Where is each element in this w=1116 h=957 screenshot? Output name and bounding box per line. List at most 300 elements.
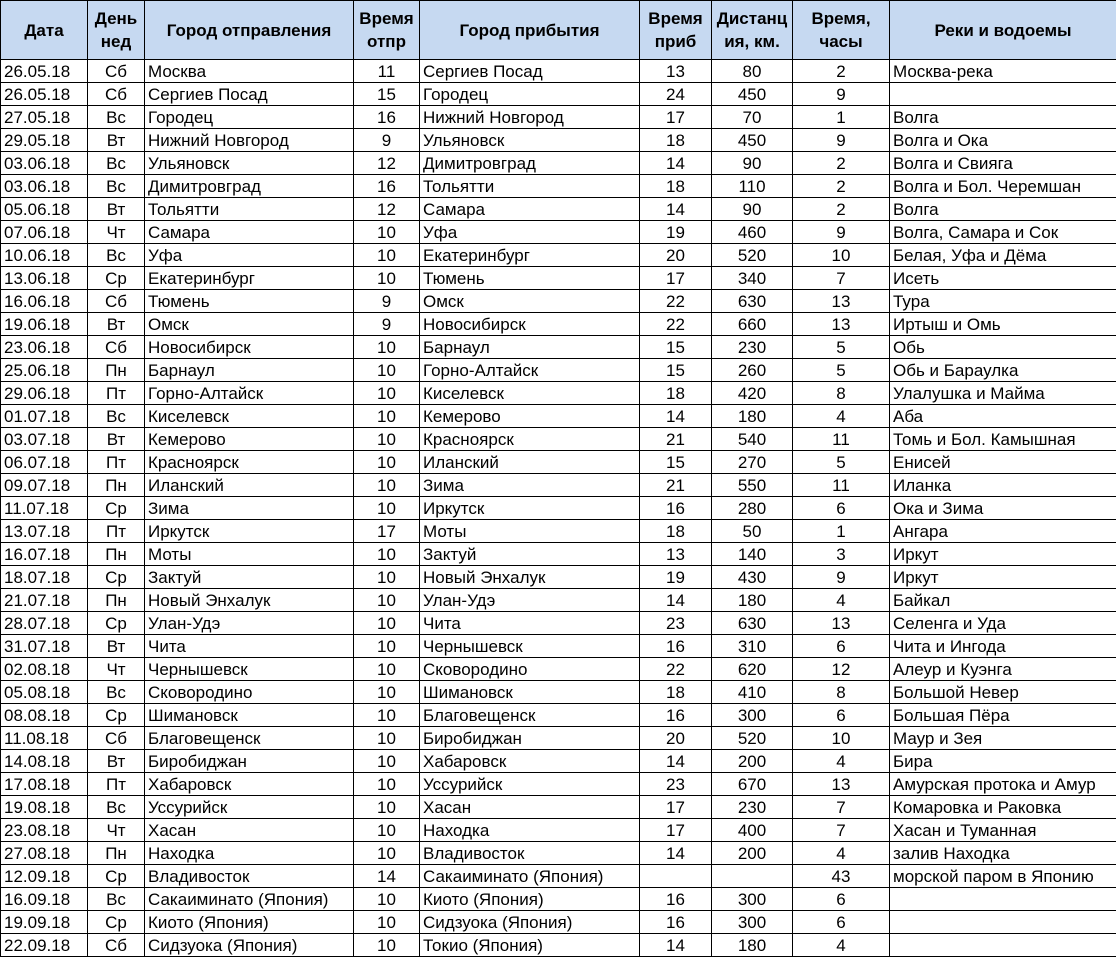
- arrival-city-cell: Сергиев Посад: [420, 60, 640, 83]
- departure-city-cell: Самара: [145, 221, 354, 244]
- header-date: Дата: [1, 1, 88, 60]
- weekday-cell: Вс: [88, 106, 145, 129]
- date-cell: 18.07.18: [1, 566, 88, 589]
- distance-cell: 420: [712, 382, 793, 405]
- weekday-cell: Ср: [88, 497, 145, 520]
- departure-time-cell: 9: [354, 313, 420, 336]
- weekday-cell: Чт: [88, 819, 145, 842]
- departure-city-cell: Иланский: [145, 474, 354, 497]
- arrival-time-cell: 15: [640, 336, 712, 359]
- table-row: [1, 888, 1116, 911]
- departure-time-cell: 10: [354, 336, 420, 359]
- departure-city-cell: Хабаровск: [145, 773, 354, 796]
- table-row: [1, 474, 1116, 497]
- date-cell: 08.08.18: [1, 704, 88, 727]
- departure-time-cell: 11: [354, 60, 420, 83]
- departure-city-cell: Барнаул: [145, 359, 354, 382]
- arrival-time-cell: 17: [640, 267, 712, 290]
- departure-city-cell: Сидзуока (Япония): [145, 934, 354, 957]
- arrival-city-cell: Омск: [420, 290, 640, 313]
- distance-cell: 300: [712, 704, 793, 727]
- rivers-cell: Амурская протока и Амур: [890, 773, 1116, 796]
- departure-time-cell: 14: [354, 865, 420, 888]
- distance-cell: 270: [712, 451, 793, 474]
- rivers-cell: Бира: [890, 750, 1116, 773]
- arrival-city-cell: Тольятти: [420, 175, 640, 198]
- distance-cell: 180: [712, 589, 793, 612]
- arrival-time-cell: 18: [640, 129, 712, 152]
- arrival-city-cell: Токио (Япония): [420, 934, 640, 957]
- arrival-time-cell: 21: [640, 474, 712, 497]
- departure-time-cell: 10: [354, 612, 420, 635]
- departure-time-cell: 12: [354, 152, 420, 175]
- rivers-cell: Селенга и Уда: [890, 612, 1116, 635]
- arrival-city-cell: Красноярск: [420, 428, 640, 451]
- departure-time-cell: 10: [354, 451, 420, 474]
- arrival-time-cell: 14: [640, 152, 712, 175]
- arrival-city-cell: Биробиджан: [420, 727, 640, 750]
- rivers-cell: Енисей: [890, 451, 1116, 474]
- duration-cell: 13: [793, 773, 890, 796]
- departure-time-cell: 10: [354, 359, 420, 382]
- duration-cell: 1: [793, 520, 890, 543]
- weekday-cell: Пн: [88, 589, 145, 612]
- departure-city-cell: Зактуй: [145, 566, 354, 589]
- departure-time-cell: 15: [354, 83, 420, 106]
- table-row: [1, 727, 1116, 750]
- weekday-cell: Пн: [88, 474, 145, 497]
- weekday-cell: Ср: [88, 267, 145, 290]
- arrival-city-cell: Самара: [420, 198, 640, 221]
- weekday-cell: Сб: [88, 727, 145, 750]
- duration-cell: 6: [793, 911, 890, 934]
- rivers-cell: Волга и Свияга: [890, 152, 1116, 175]
- departure-city-cell: Улан-Удэ: [145, 612, 354, 635]
- duration-cell: 2: [793, 60, 890, 83]
- distance-cell: 300: [712, 911, 793, 934]
- distance-cell: 630: [712, 290, 793, 313]
- table-row: [1, 497, 1116, 520]
- arrival-city-cell: Кемерово: [420, 405, 640, 428]
- rivers-cell: Волга и Ока: [890, 129, 1116, 152]
- header-departure-city: Город отправления: [145, 1, 354, 60]
- date-cell: 05.06.18: [1, 198, 88, 221]
- header-arrival-time: Время приб: [640, 1, 712, 60]
- date-cell: 14.08.18: [1, 750, 88, 773]
- rivers-cell: Иркут: [890, 543, 1116, 566]
- duration-cell: 11: [793, 428, 890, 451]
- rivers-cell: Чита и Ингода: [890, 635, 1116, 658]
- weekday-cell: Вт: [88, 198, 145, 221]
- arrival-city-cell: Тюмень: [420, 267, 640, 290]
- departure-city-cell: Находка: [145, 842, 354, 865]
- departure-time-cell: 16: [354, 106, 420, 129]
- date-cell: 11.08.18: [1, 727, 88, 750]
- duration-cell: 8: [793, 382, 890, 405]
- arrival-city-cell: Новосибирск: [420, 313, 640, 336]
- arrival-city-cell: Улан-Удэ: [420, 589, 640, 612]
- duration-cell: 4: [793, 842, 890, 865]
- departure-city-cell: Москва: [145, 60, 354, 83]
- arrival-time-cell: 18: [640, 520, 712, 543]
- arrival-time-cell: 17: [640, 796, 712, 819]
- date-cell: 23.08.18: [1, 819, 88, 842]
- table-row: [1, 796, 1116, 819]
- date-cell: 21.07.18: [1, 589, 88, 612]
- distance-cell: 110: [712, 175, 793, 198]
- weekday-cell: Пт: [88, 382, 145, 405]
- date-cell: 22.09.18: [1, 934, 88, 957]
- departure-city-cell: Тюмень: [145, 290, 354, 313]
- weekday-cell: Пн: [88, 543, 145, 566]
- weekday-cell: Ср: [88, 612, 145, 635]
- table-row: [1, 819, 1116, 842]
- departure-city-cell: Новый Энхалук: [145, 589, 354, 612]
- arrival-time-cell: 16: [640, 911, 712, 934]
- departure-time-cell: 10: [354, 635, 420, 658]
- distance-cell: 400: [712, 819, 793, 842]
- arrival-time-cell: 24: [640, 83, 712, 106]
- table-row: [1, 842, 1116, 865]
- date-cell: 29.06.18: [1, 382, 88, 405]
- arrival-time-cell: 16: [640, 497, 712, 520]
- distance-cell: 200: [712, 842, 793, 865]
- date-cell: 01.07.18: [1, 405, 88, 428]
- arrival-city-cell: Барнаул: [420, 336, 640, 359]
- departure-time-cell: 16: [354, 175, 420, 198]
- departure-time-cell: 10: [354, 428, 420, 451]
- rivers-cell: Тура: [890, 290, 1116, 313]
- distance-cell: 450: [712, 129, 793, 152]
- date-cell: 03.07.18: [1, 428, 88, 451]
- departure-time-cell: 12: [354, 198, 420, 221]
- distance-cell: 630: [712, 612, 793, 635]
- table-row: [1, 221, 1116, 244]
- arrival-time-cell: 18: [640, 175, 712, 198]
- arrival-city-cell: Зактуй: [420, 543, 640, 566]
- duration-cell: 10: [793, 727, 890, 750]
- weekday-cell: Пн: [88, 842, 145, 865]
- header-rivers: Реки и водоемы: [890, 1, 1116, 60]
- date-cell: 09.07.18: [1, 474, 88, 497]
- arrival-time-cell: 20: [640, 244, 712, 267]
- arrival-time-cell: 20: [640, 727, 712, 750]
- arrival-city-cell: Уссурийск: [420, 773, 640, 796]
- weekday-cell: Вс: [88, 175, 145, 198]
- rivers-cell: Большая Пёра: [890, 704, 1116, 727]
- distance-cell: 620: [712, 658, 793, 681]
- arrival-city-cell: Сакаиминато (Япония): [420, 865, 640, 888]
- duration-cell: 10: [793, 244, 890, 267]
- departure-city-cell: Благовещенск: [145, 727, 354, 750]
- arrival-city-cell: Чернышевск: [420, 635, 640, 658]
- table-row: [1, 750, 1116, 773]
- arrival-time-cell: 18: [640, 382, 712, 405]
- weekday-cell: Вс: [88, 405, 145, 428]
- table-row: [1, 773, 1116, 796]
- duration-cell: 4: [793, 750, 890, 773]
- distance-cell: 230: [712, 336, 793, 359]
- distance-cell: 300: [712, 888, 793, 911]
- date-cell: 17.08.18: [1, 773, 88, 796]
- weekday-cell: Пн: [88, 359, 145, 382]
- table-row: [1, 313, 1116, 336]
- duration-cell: 7: [793, 796, 890, 819]
- duration-cell: 7: [793, 819, 890, 842]
- arrival-time-cell: 23: [640, 773, 712, 796]
- duration-cell: 5: [793, 336, 890, 359]
- date-cell: 19.08.18: [1, 796, 88, 819]
- departure-city-cell: Чернышевск: [145, 658, 354, 681]
- distance-cell: 200: [712, 750, 793, 773]
- distance-cell: 550: [712, 474, 793, 497]
- rivers-cell: Волга: [890, 106, 1116, 129]
- date-cell: 19.06.18: [1, 313, 88, 336]
- duration-cell: 13: [793, 290, 890, 313]
- rivers-cell: Иркут: [890, 566, 1116, 589]
- arrival-city-cell: Находка: [420, 819, 640, 842]
- departure-city-cell: Кемерово: [145, 428, 354, 451]
- rivers-cell: Томь и Бол. Камышная: [890, 428, 1116, 451]
- duration-cell: 4: [793, 589, 890, 612]
- duration-cell: 9: [793, 221, 890, 244]
- duration-cell: 43: [793, 865, 890, 888]
- date-cell: 31.07.18: [1, 635, 88, 658]
- arrival-city-cell: Димитровград: [420, 152, 640, 175]
- distance-cell: 460: [712, 221, 793, 244]
- departure-city-cell: Уфа: [145, 244, 354, 267]
- date-cell: 13.07.18: [1, 520, 88, 543]
- weekday-cell: Ср: [88, 865, 145, 888]
- duration-cell: 4: [793, 405, 890, 428]
- departure-time-cell: 10: [354, 934, 420, 957]
- rivers-cell: Обь и Бараулка: [890, 359, 1116, 382]
- arrival-city-cell: Екатеринбург: [420, 244, 640, 267]
- header-duration: Время, часы: [793, 1, 890, 60]
- departure-city-cell: Уссурийск: [145, 796, 354, 819]
- arrival-time-cell: 14: [640, 750, 712, 773]
- table-row: [1, 543, 1116, 566]
- rivers-cell: Аба: [890, 405, 1116, 428]
- distance-cell: 520: [712, 244, 793, 267]
- arrival-city-cell: Горно-Алтайск: [420, 359, 640, 382]
- duration-cell: 2: [793, 198, 890, 221]
- arrival-time-cell: 13: [640, 543, 712, 566]
- table-row: [1, 152, 1116, 175]
- departure-time-cell: 10: [354, 566, 420, 589]
- distance-cell: 450: [712, 83, 793, 106]
- weekday-cell: Вт: [88, 129, 145, 152]
- duration-cell: 13: [793, 313, 890, 336]
- departure-time-cell: 9: [354, 129, 420, 152]
- date-cell: 26.05.18: [1, 83, 88, 106]
- departure-city-cell: Екатеринбург: [145, 267, 354, 290]
- rivers-cell: Комаровка и Раковка: [890, 796, 1116, 819]
- arrival-city-cell: Уфа: [420, 221, 640, 244]
- arrival-time-cell: 17: [640, 819, 712, 842]
- arrival-city-cell: Городец: [420, 83, 640, 106]
- date-cell: 16.07.18: [1, 543, 88, 566]
- duration-cell: 1: [793, 106, 890, 129]
- distance-cell: 180: [712, 405, 793, 428]
- arrival-city-cell: Хабаровск: [420, 750, 640, 773]
- rivers-cell: Хасан и Туманная: [890, 819, 1116, 842]
- departure-time-cell: 10: [354, 704, 420, 727]
- header-arrival-city: Город прибытия: [420, 1, 640, 60]
- arrival-city-cell: Сидзуока (Япония): [420, 911, 640, 934]
- weekday-cell: Вт: [88, 428, 145, 451]
- departure-city-cell: Красноярск: [145, 451, 354, 474]
- departure-time-cell: 10: [354, 773, 420, 796]
- arrival-city-cell: Сковородино: [420, 658, 640, 681]
- departure-time-cell: 10: [354, 911, 420, 934]
- arrival-time-cell: 13: [640, 60, 712, 83]
- distance-cell: 540: [712, 428, 793, 451]
- rivers-cell: Маур и Зея: [890, 727, 1116, 750]
- weekday-cell: Ср: [88, 704, 145, 727]
- table-row: [1, 106, 1116, 129]
- departure-time-cell: 10: [354, 750, 420, 773]
- date-cell: 26.05.18: [1, 60, 88, 83]
- date-cell: 07.06.18: [1, 221, 88, 244]
- weekday-cell: Сб: [88, 934, 145, 957]
- weekday-cell: Вс: [88, 681, 145, 704]
- table-row: [1, 658, 1116, 681]
- table-row: [1, 129, 1116, 152]
- rivers-cell: Байкал: [890, 589, 1116, 612]
- table-row: [1, 681, 1116, 704]
- arrival-time-cell: 14: [640, 589, 712, 612]
- rivers-cell: Белая, Уфа и Дёма: [890, 244, 1116, 267]
- arrival-city-cell: Киото (Япония): [420, 888, 640, 911]
- duration-cell: 12: [793, 658, 890, 681]
- rivers-cell: [890, 934, 1116, 957]
- departure-city-cell: Горно-Алтайск: [145, 382, 354, 405]
- table-row: [1, 934, 1116, 957]
- weekday-cell: Ср: [88, 566, 145, 589]
- distance-cell: 260: [712, 359, 793, 382]
- arrival-city-cell: Моты: [420, 520, 640, 543]
- table-row: [1, 428, 1116, 451]
- date-cell: 05.08.18: [1, 681, 88, 704]
- table-row: [1, 635, 1116, 658]
- departure-city-cell: Димитровград: [145, 175, 354, 198]
- arrival-time-cell: 22: [640, 658, 712, 681]
- table-row: [1, 405, 1116, 428]
- table-row: [1, 83, 1116, 106]
- rivers-cell: Исеть: [890, 267, 1116, 290]
- distance-cell: 670: [712, 773, 793, 796]
- departure-city-cell: Сковородино: [145, 681, 354, 704]
- table-row: [1, 60, 1116, 83]
- weekday-cell: Пт: [88, 520, 145, 543]
- departure-time-cell: 10: [354, 796, 420, 819]
- departure-time-cell: 10: [354, 543, 420, 566]
- weekday-cell: Сб: [88, 336, 145, 359]
- departure-city-cell: Новосибирск: [145, 336, 354, 359]
- date-cell: 28.07.18: [1, 612, 88, 635]
- distance-cell: 230: [712, 796, 793, 819]
- distance-cell: 140: [712, 543, 793, 566]
- duration-cell: 5: [793, 359, 890, 382]
- weekday-cell: Сб: [88, 290, 145, 313]
- table-row: [1, 865, 1116, 888]
- weekday-cell: Пт: [88, 451, 145, 474]
- rivers-cell: Иланка: [890, 474, 1116, 497]
- distance-cell: 520: [712, 727, 793, 750]
- rivers-cell: Иртыш и Омь: [890, 313, 1116, 336]
- arrival-time-cell: 16: [640, 704, 712, 727]
- date-cell: 27.05.18: [1, 106, 88, 129]
- departure-time-cell: 10: [354, 842, 420, 865]
- arrival-city-cell: Чита: [420, 612, 640, 635]
- table-row: [1, 290, 1116, 313]
- rivers-cell: [890, 888, 1116, 911]
- arrival-city-cell: Нижний Новгород: [420, 106, 640, 129]
- arrival-time-cell: 22: [640, 290, 712, 313]
- table-row: [1, 589, 1116, 612]
- distance-cell: 430: [712, 566, 793, 589]
- duration-cell: 11: [793, 474, 890, 497]
- arrival-city-cell: Иркутск: [420, 497, 640, 520]
- arrival-time-cell: 14: [640, 842, 712, 865]
- rivers-cell: Обь: [890, 336, 1116, 359]
- table-body: [1, 60, 1116, 957]
- rivers-cell: Большой Невер: [890, 681, 1116, 704]
- duration-cell: 2: [793, 175, 890, 198]
- table-row: [1, 704, 1116, 727]
- arrival-city-cell: Новый Энхалук: [420, 566, 640, 589]
- departure-city-cell: Иркутск: [145, 520, 354, 543]
- distance-cell: 180: [712, 934, 793, 957]
- header-weekday: День нед: [88, 1, 145, 60]
- departure-city-cell: Моты: [145, 543, 354, 566]
- table-row: [1, 612, 1116, 635]
- duration-cell: 9: [793, 566, 890, 589]
- table-row: [1, 911, 1116, 934]
- table-row: [1, 175, 1116, 198]
- table-row: [1, 244, 1116, 267]
- table-row: [1, 359, 1116, 382]
- date-cell: 03.06.18: [1, 152, 88, 175]
- arrival-time-cell: 23: [640, 612, 712, 635]
- departure-time-cell: 10: [354, 221, 420, 244]
- duration-cell: 5: [793, 451, 890, 474]
- duration-cell: 13: [793, 612, 890, 635]
- rivers-cell: Москва-река: [890, 60, 1116, 83]
- departure-city-cell: Биробиджан: [145, 750, 354, 773]
- distance-cell: 410: [712, 681, 793, 704]
- date-cell: 16.09.18: [1, 888, 88, 911]
- table-row: [1, 267, 1116, 290]
- departure-city-cell: Городец: [145, 106, 354, 129]
- weekday-cell: Сб: [88, 60, 145, 83]
- duration-cell: 6: [793, 704, 890, 727]
- arrival-time-cell: 14: [640, 934, 712, 957]
- departure-time-cell: 10: [354, 497, 420, 520]
- duration-cell: 2: [793, 152, 890, 175]
- arrival-time-cell: 21: [640, 428, 712, 451]
- arrival-time-cell: 15: [640, 359, 712, 382]
- distance-cell: 340: [712, 267, 793, 290]
- weekday-cell: Сб: [88, 83, 145, 106]
- departure-city-cell: Омск: [145, 313, 354, 336]
- date-cell: 10.06.18: [1, 244, 88, 267]
- arrival-time-cell: 22: [640, 313, 712, 336]
- duration-cell: 9: [793, 83, 890, 106]
- arrival-time-cell: 14: [640, 405, 712, 428]
- weekday-cell: Пт: [88, 773, 145, 796]
